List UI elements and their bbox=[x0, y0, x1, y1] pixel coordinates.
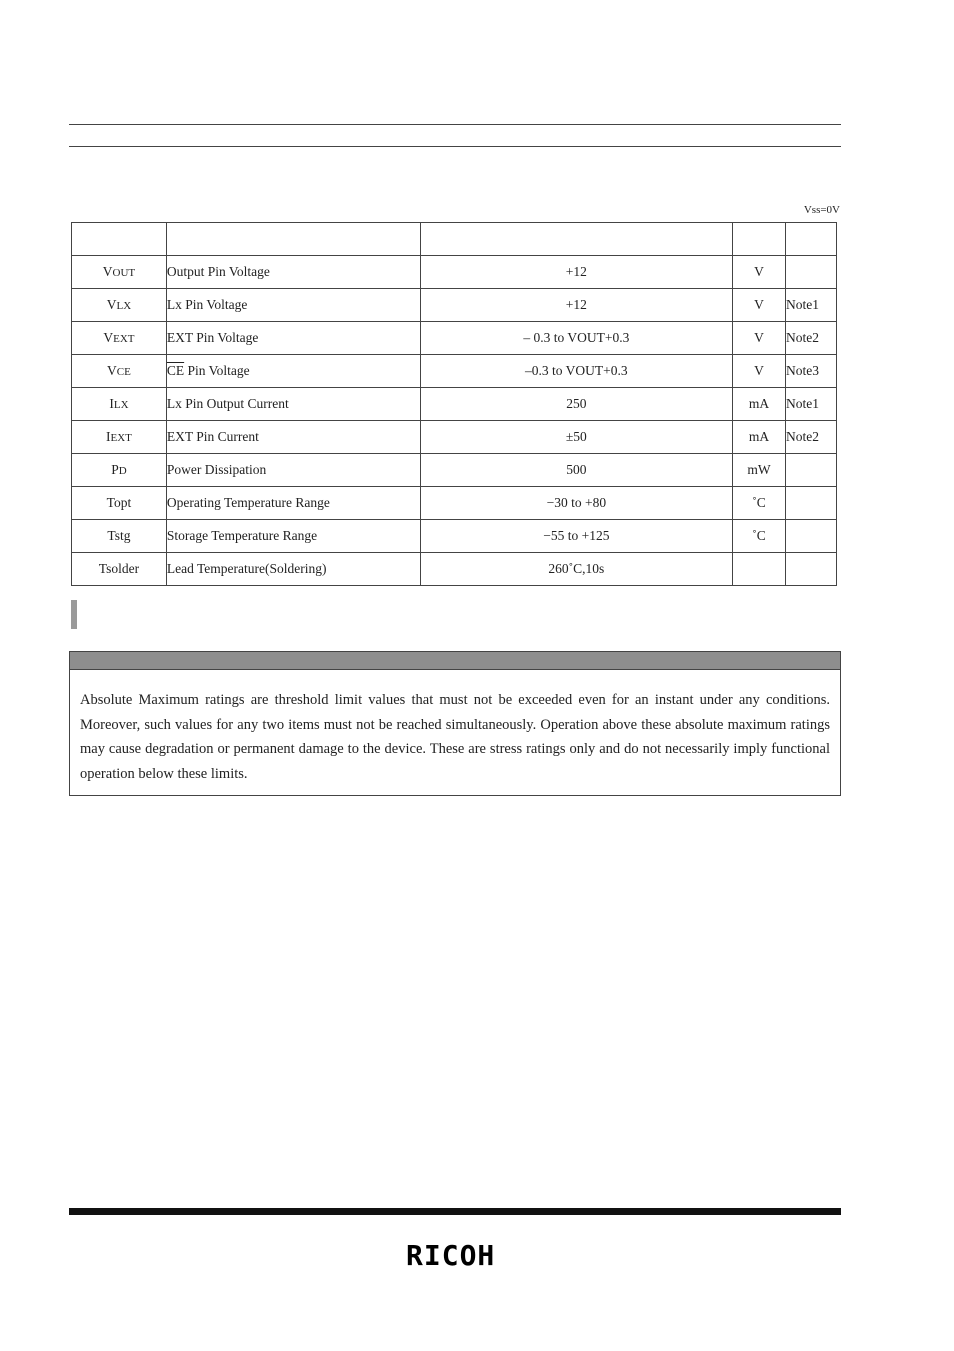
item-cell bbox=[166, 322, 420, 355]
table-row bbox=[72, 487, 837, 520]
notice-box bbox=[69, 651, 841, 796]
symbol-subscript: CE bbox=[116, 366, 131, 378]
footer-rule bbox=[69, 1208, 841, 1215]
item-label: Pin Voltage bbox=[184, 363, 250, 378]
item-label: Lx Pin Output Current bbox=[166, 396, 289, 411]
symbol-cell bbox=[72, 289, 167, 322]
rating-cell: −55 to +125 bbox=[420, 520, 732, 553]
note-cell bbox=[786, 454, 837, 487]
unit-cell: V bbox=[733, 289, 786, 322]
ricoh-logo: RICOH bbox=[406, 1239, 496, 1272]
item-cell bbox=[166, 289, 420, 322]
symbol-main: I bbox=[109, 396, 114, 411]
symbol-subscript: LX bbox=[113, 399, 129, 411]
symbol-main: I bbox=[105, 429, 111, 444]
item-cell bbox=[166, 487, 420, 520]
symbol-main: P bbox=[111, 462, 119, 477]
note-cell bbox=[786, 256, 837, 289]
top-rule bbox=[69, 124, 841, 125]
table-row bbox=[72, 256, 837, 289]
symbol-cell bbox=[72, 322, 167, 355]
table-row bbox=[72, 454, 837, 487]
unit-cell: ˚C bbox=[733, 520, 786, 553]
symbol-cell bbox=[72, 256, 167, 289]
unit-cell: mW bbox=[733, 454, 786, 487]
note-cell: Note1 bbox=[786, 388, 837, 421]
table-row bbox=[72, 355, 837, 388]
item-cell bbox=[166, 256, 420, 289]
symbol-subscript: EXT bbox=[113, 333, 135, 345]
rating-cell: −30 to +80 bbox=[420, 487, 732, 520]
table-row bbox=[72, 388, 837, 421]
note-cell: Note2 bbox=[786, 322, 837, 355]
rating-cell: +12 bbox=[420, 256, 732, 289]
item-label: Lx Pin Voltage bbox=[166, 297, 248, 312]
symbol-main: Topt bbox=[106, 495, 132, 510]
condition-note: Vss=0V bbox=[803, 204, 840, 216]
item-cell bbox=[166, 421, 420, 454]
notice-header-bar bbox=[70, 652, 840, 670]
note-cell: Note1 bbox=[786, 289, 837, 322]
unit-cell bbox=[733, 553, 786, 586]
item-cell bbox=[166, 355, 420, 388]
header-note bbox=[786, 223, 837, 256]
table-row bbox=[72, 553, 837, 586]
unit-cell: V bbox=[733, 355, 786, 388]
table-row bbox=[72, 421, 837, 454]
note-cell: Note2 bbox=[786, 421, 837, 454]
note-cell bbox=[786, 553, 837, 586]
rating-cell: ±50 bbox=[420, 421, 732, 454]
symbol-cell bbox=[72, 520, 167, 553]
rating-cell: 260˚C,10s bbox=[420, 553, 732, 586]
unit-cell: V bbox=[733, 322, 786, 355]
item-cell bbox=[166, 388, 420, 421]
rating-cell: –0.3 to VOUT+0.3 bbox=[420, 355, 732, 388]
item-label: Output Pin Voltage bbox=[166, 264, 270, 279]
symbol-cell bbox=[72, 355, 167, 388]
header-unit bbox=[733, 223, 786, 256]
table-row bbox=[72, 289, 837, 322]
symbol-subscript: D bbox=[118, 465, 127, 477]
rating-cell: – 0.3 to VOUT+0.3 bbox=[420, 322, 732, 355]
item-label: Operating Temperature Range bbox=[166, 495, 330, 510]
rating-cell: +12 bbox=[420, 289, 732, 322]
symbol-cell bbox=[72, 487, 167, 520]
header-item bbox=[166, 223, 420, 256]
item-label: EXT Pin Voltage bbox=[166, 330, 259, 345]
symbol-main: Tsolder bbox=[98, 561, 140, 576]
absolute-max-ratings-table bbox=[71, 222, 837, 586]
table-row bbox=[72, 322, 837, 355]
symbol-subscript: EXT bbox=[110, 432, 132, 444]
header-symbol bbox=[72, 223, 167, 256]
notice-text: Absolute Maximum ratings are threshold limit values that must not be exceeded even for an instant under any conditions. Moreover, such values for any two items must not be reached simultaneously. Operation above these absolute maximum ratings may cause degradation or permanent damage to the device. These are stress ratings only and do not necessarily imply functional operation below these limits. bbox=[80, 692, 830, 782]
symbol-cell bbox=[72, 388, 167, 421]
item-cell bbox=[166, 520, 420, 553]
symbol-main: V bbox=[103, 330, 114, 345]
unit-cell: V bbox=[733, 256, 786, 289]
note-cell bbox=[786, 520, 837, 553]
symbol-cell bbox=[72, 421, 167, 454]
unit-cell: ˚C bbox=[733, 487, 786, 520]
symbol-main: V bbox=[102, 264, 113, 279]
section-marker bbox=[71, 600, 77, 629]
item-overline-label: $\overline{CE}$ bbox=[166, 363, 185, 378]
table-header-row bbox=[72, 223, 837, 256]
symbol-main: V bbox=[107, 363, 117, 378]
symbol-main: V bbox=[106, 297, 117, 312]
item-label: EXT Pin Current bbox=[166, 429, 259, 444]
symbol-subscript: LX bbox=[116, 300, 132, 312]
item-cell bbox=[166, 553, 420, 586]
second-rule bbox=[69, 146, 841, 147]
rating-cell: 500 bbox=[420, 454, 732, 487]
symbol-cell bbox=[72, 553, 167, 586]
rating-cell: 250 bbox=[420, 388, 732, 421]
unit-cell: mA bbox=[733, 421, 786, 454]
header-rating bbox=[420, 223, 732, 256]
note-cell: Note3 bbox=[786, 355, 837, 388]
unit-cell: mA bbox=[733, 388, 786, 421]
item-label: Power Dissipation bbox=[166, 462, 267, 477]
symbol-main: Tstg bbox=[107, 528, 131, 543]
table-row bbox=[72, 520, 837, 553]
note-cell bbox=[786, 487, 837, 520]
symbol-subscript: OUT bbox=[112, 267, 136, 279]
item-label: Storage Temperature Range bbox=[166, 528, 318, 543]
symbol-cell bbox=[72, 454, 167, 487]
item-cell bbox=[166, 454, 420, 487]
item-label: Lead Temperature(Soldering) bbox=[166, 561, 327, 576]
